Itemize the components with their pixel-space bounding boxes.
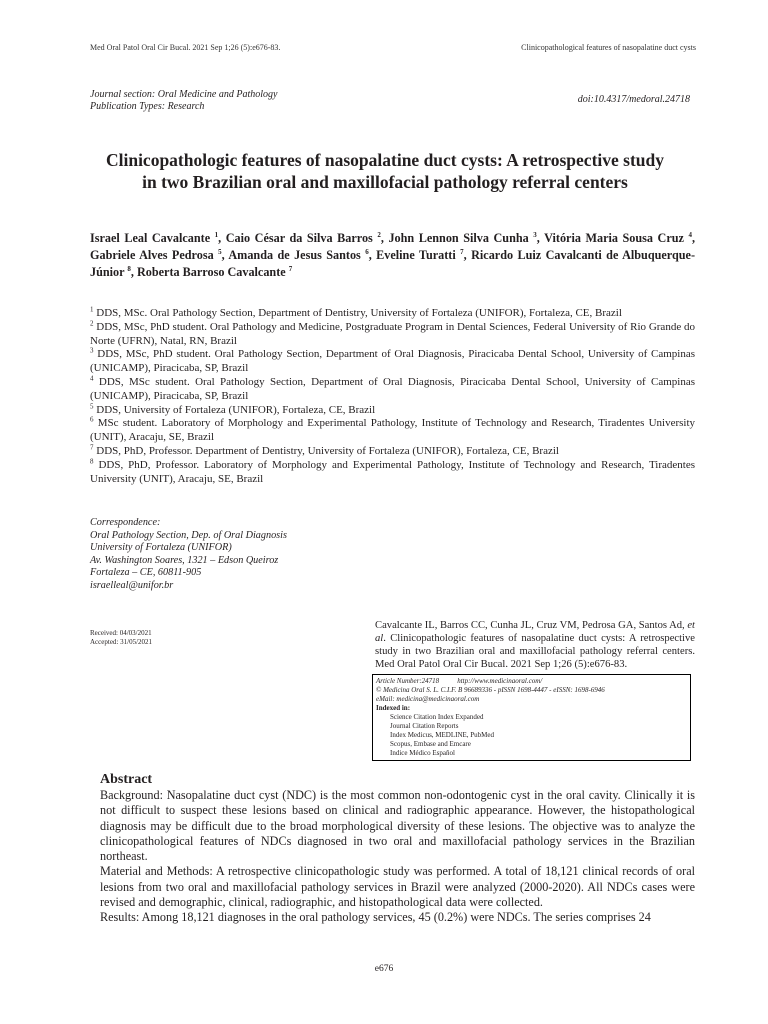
index-item: Index Medicus, MEDLINE, PubMed bbox=[390, 731, 495, 739]
abstract bbox=[100, 771, 695, 926]
affiliation-text: DDS, PhD, Professor. Laboratory of Morphology and Experimental Pathology, Institute of Technology and Research, Tiradentes University (UNIT), Aracaju, SE, Brazil bbox=[90, 458, 696, 485]
author-name: Gabriele Alves Pedrosa bbox=[90, 248, 214, 262]
correspondence-label: Correspondence: bbox=[90, 517, 161, 528]
affiliation-text: DDS, MSc, PhD student. Oral Pathology and Medicine, Postgraduate Program in Dental Sciences, Federal University of Rio Grande do Norte (UFRN), Natal, RN, Brazil bbox=[90, 320, 695, 347]
affiliation-item bbox=[90, 376, 695, 404]
title-line-1: Clinicopathologic features of nasopalatine duct cysts: A retrospective study bbox=[105, 150, 665, 170]
author-name: Israel Leal Cavalcante bbox=[90, 231, 211, 245]
affiliation-text: DDS, MSc student. Oral Pathology Section, Department of Oral Diagnosis, Piracicaba Dental School, University of Campinas (UNICAMP), Piracicaba, SP, Brazil bbox=[90, 375, 696, 402]
author-name: Amanda de Jesus Santos bbox=[228, 248, 361, 262]
author-affiliation-mark: 7 bbox=[460, 247, 464, 256]
running-header-right: Clinicopathological features of nasopalatine duct cysts bbox=[521, 43, 696, 52]
correspondence-line: Av. Washington Soares, 1321 – Edson Queiroz bbox=[90, 554, 279, 566]
author-affiliation-mark: 3 bbox=[533, 230, 537, 239]
correspondence-line: israelleal@unifor.br bbox=[90, 579, 174, 591]
abstract-paragraph: Results: Among 18,121 diagnoses in the oral pathology services, 45 (0.2%) were NDCs. The series comprises 24 bbox=[100, 910, 651, 925]
article-title bbox=[60, 149, 710, 193]
doi: doi:10.4317/medoral.24718 bbox=[577, 94, 690, 105]
author-name: Roberta Barroso Cavalcante bbox=[136, 265, 286, 279]
affiliations bbox=[90, 307, 695, 486]
article-number-line bbox=[376, 677, 690, 686]
correspondence bbox=[90, 517, 360, 593]
affiliation-text: DDS, PhD, Professor. Department of Dentistry, University of Fortaleza (UNIFOR), Fortaleza, CE, Brazil bbox=[96, 444, 559, 457]
page-number: e676 bbox=[374, 964, 394, 974]
author-affiliation-mark: 7 bbox=[288, 264, 293, 273]
affiliation-item bbox=[90, 348, 695, 376]
journal-email[interactable]: eMail: medicina@medicinaoral.com bbox=[376, 695, 480, 703]
journal-url[interactable]: http://www.medicinaoral.com/ bbox=[457, 677, 543, 685]
affiliation-text: DDS, University of Fortaleza (UNIFOR), Fortaleza, CE, Brazil bbox=[96, 403, 376, 416]
correspondence-line: Oral Pathology Section, Dep. of Oral Diagnosis bbox=[90, 529, 287, 541]
author-affiliation-mark: 2 bbox=[377, 230, 381, 239]
index-item: Scopus, Embase and Emcare bbox=[390, 740, 471, 748]
affiliation-number: 8 bbox=[90, 457, 94, 466]
affiliation-number: 5 bbox=[90, 401, 94, 410]
author-name: Eveline Turatti bbox=[376, 248, 456, 262]
author-list: Israel Leal Cavalcante $^1$, Caio César da Silva Barros $^2$, John Lennon Silva Cunha $^3$, Vitória Maria Sousa Cruz $^4$, Gabriele Alves Pedrosa $^5$, Amanda de Jesus Santos $^6$, Eveline Turatti $^7$, Ricardo Luiz Cavalcanti de Albuquerque-Júnior $^8$, Roberta Barroso Cavalcante $^7$ bbox=[90, 230, 696, 279]
author-name: Caio César da Silva Barros bbox=[225, 231, 373, 245]
affiliation-number: 6 bbox=[90, 415, 94, 424]
correspondence-line: Fortaleza – CE, 60811-905 bbox=[90, 567, 202, 579]
affiliation-number: 2 bbox=[90, 319, 94, 328]
author-name: Ricardo Luiz Cavalcanti de Albuquerque-Júnior bbox=[90, 248, 696, 279]
citation bbox=[375, 619, 695, 671]
abstract-heading: Abstract bbox=[100, 772, 153, 787]
affiliation-item bbox=[90, 445, 695, 459]
author-affiliation-mark: 8 bbox=[127, 264, 131, 273]
author-affiliation-mark: 4 bbox=[688, 230, 692, 239]
affiliation-item bbox=[90, 417, 695, 445]
citation-rest: . Clinicopathologic features of nasopalatine duct cysts: A retrospective study in two Brazilian oral and maxillofacial pathology referral centers. Med Oral Patol Oral Cir Bucal. 2021 Sep 1;26 (5):e676-83. bbox=[375, 633, 695, 670]
affiliation-text: DDS, MSc. Oral Pathology Section, Department of Dentistry, University of Fortaleza (UNIFOR), Fortaleza, CE, Brazil bbox=[96, 307, 622, 319]
author-affiliation-mark: 6 bbox=[365, 247, 369, 256]
affiliation-number: 4 bbox=[90, 374, 94, 383]
author-affiliation-mark: 5 bbox=[218, 247, 222, 256]
affiliation-item bbox=[90, 321, 695, 349]
index-item: Indice Médico Español bbox=[390, 749, 455, 757]
journal-section: Journal section: Oral Medicine and Pathology bbox=[90, 89, 278, 100]
publication-type: Publication Types: Research bbox=[90, 101, 205, 112]
journal-meta bbox=[90, 89, 277, 113]
citation-authors: Cavalcante IL, Barros CC, Cunha JL, Cruz VM, Pedrosa GA, Santos Ad, bbox=[375, 620, 688, 631]
affiliation-number: 7 bbox=[90, 443, 94, 452]
abstract-paragraph: Background: Nasopalatine duct cyst (NDC) is the most common non-odontogenic cyst in the oral cavity. Clinically it is not difficult to suspect these lesions based on clinical and radiographic appearance. However, the histopathological diagnosis may be difficult due to the broad morphological diversity of these lesions. The objective was to analyze the clinicopathological features of NDCs diagnosed in two oral and maxillofacial pathology services in the Brazilian northeast. bbox=[100, 788, 695, 864]
index-item: Journal Citation Reports bbox=[390, 722, 459, 730]
accepted-date: Accepted: 31/05/2021 bbox=[90, 637, 153, 646]
affiliation-number: 1 bbox=[90, 305, 94, 314]
affiliation-item bbox=[90, 401, 695, 418]
affiliation-number: 3 bbox=[90, 346, 94, 355]
author-name: Vitória Maria Sousa Cruz bbox=[544, 231, 684, 245]
abstract-paragraph: Material and Methods: A retrospective clinicopathologic study was performed. A total of 18,121 clinical records of oral lesions from two oral and maxillofacial pathology services in Brazil were analyzed (2000-2020). All NDCs cases were revised and demographic, clinical, radiographic, and histopathological data were collected. bbox=[100, 864, 695, 910]
article-dates bbox=[90, 629, 152, 646]
affiliation-text: MSc student. Laboratory of Morphology and Experimental Pathology, Institute of Technology and Research, Tiradentes University (UNIT), Aracaju, SE, Brazil bbox=[90, 417, 696, 444]
affiliation-text: DDS, MSc, PhD student. Oral Pathology Section, Department of Oral Diagnosis, Piracicaba Dental School, University of Campinas (UNICAMP), Piracicaba, SP, Brazil bbox=[90, 348, 696, 375]
correspondence-line: University of Fortaleza (UNIFOR) bbox=[90, 542, 232, 554]
article-info-box bbox=[372, 674, 691, 761]
received-date: Received: 04/03/2021 bbox=[90, 629, 152, 637]
author-name: John Lennon Silva Cunha bbox=[388, 231, 529, 245]
citation-etal: et al bbox=[375, 620, 695, 644]
index-item: Science Citation Index Expanded bbox=[390, 713, 484, 721]
running-header-left: Med Oral Patol Oral Cir Bucal. 2021 Sep 1;26 (5):e676-83. bbox=[90, 43, 281, 52]
affiliation-item bbox=[90, 459, 695, 487]
indexed-label: Indexed in: bbox=[376, 704, 411, 712]
copyright: © Medicina Oral S. L. C.I.F. B 96689336 - pISSN 1698-4447 - eISSN: 1698-6946 bbox=[376, 686, 605, 694]
title-line-2: in two Brazilian oral and maxillofacial pathology referral centers bbox=[142, 172, 628, 192]
affiliation-item bbox=[90, 307, 695, 321]
article-number: Article Number:24718 bbox=[376, 677, 440, 685]
author-affiliation-mark: 1 bbox=[214, 230, 219, 239]
